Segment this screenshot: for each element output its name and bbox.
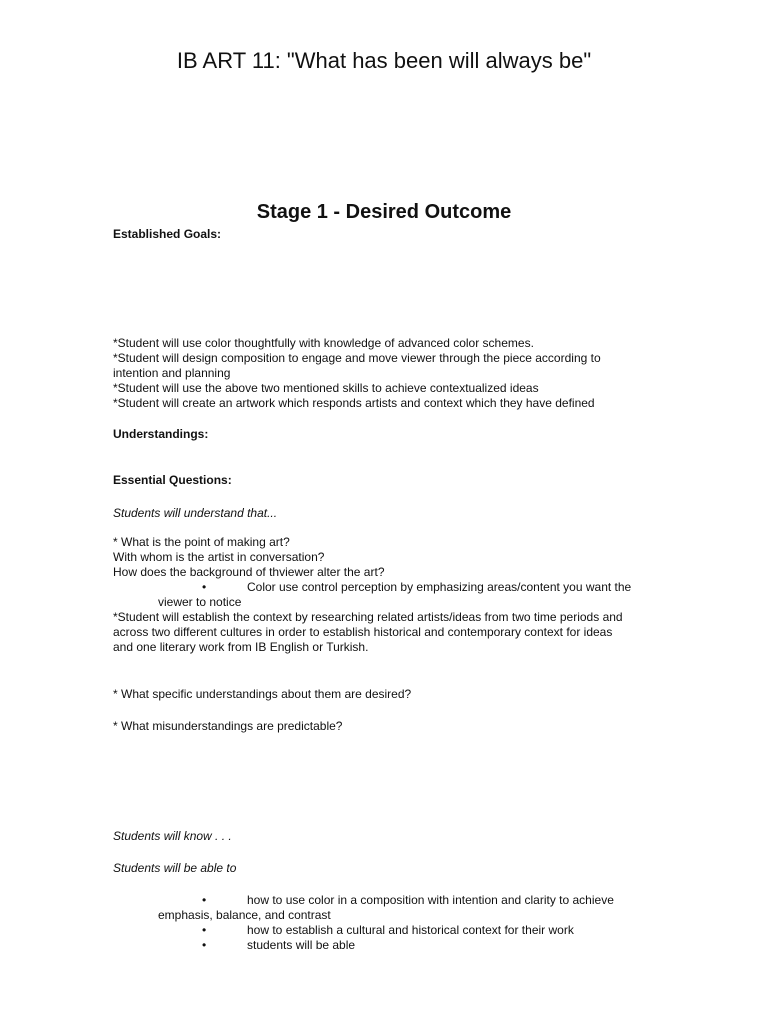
skill-item: how to use color in a composition with intention and clarity to achieve bbox=[247, 893, 614, 907]
context-line: across two different cultures in order to establish historical and contemporary context for ideas bbox=[113, 625, 613, 639]
students-know-text: Students will know . . . bbox=[113, 829, 232, 843]
goal-line: *Student will create an artwork which responds artists and context which they have defined bbox=[113, 396, 595, 410]
goal-line: *Student will design composition to engage and move viewer through the piece according to bbox=[113, 351, 601, 365]
context-line: and one literary work from IB English or Turkish. bbox=[113, 640, 369, 654]
essential-questions-label: Essential Questions: bbox=[113, 473, 232, 487]
context-line: *Student will establish the context by researching related artists/ideas from two time periods and bbox=[113, 610, 623, 624]
understandings-label: Understandings: bbox=[113, 427, 209, 441]
stage-heading: Stage 1 - Desired Outcome bbox=[256, 201, 512, 223]
skill-item: how to establish a cultural and historical context for their work bbox=[247, 923, 574, 937]
color-bullet-text-continued: viewer to notice bbox=[158, 595, 242, 609]
bullet-icon: • bbox=[202, 893, 207, 907]
document-title: IB ART 11: "What has been will always be" bbox=[176, 48, 592, 73]
color-bullet-text: Color use control perception by emphasizing areas/content you want the bbox=[247, 580, 632, 594]
students-understand-text: Students will understand that... bbox=[113, 506, 278, 520]
question-line: How does the background of thviewer alter the art? bbox=[113, 565, 385, 579]
bullet-icon: • bbox=[202, 923, 207, 937]
students-able-text: Students will be able to bbox=[113, 861, 237, 875]
goal-line: intention and planning bbox=[113, 366, 231, 380]
goal-line: *Student will use the above two mentioned skills to achieve contextualized ideas bbox=[113, 381, 539, 395]
question-line: * What is the point of making art? bbox=[113, 535, 290, 549]
question-specific: * What specific understandings about them are desired? bbox=[113, 687, 412, 701]
established-goals-label: Established Goals: bbox=[113, 227, 222, 241]
question-misunderstandings: * What misunderstandings are predictable? bbox=[113, 719, 343, 733]
question-line: With whom is the artist in conversation? bbox=[113, 550, 325, 564]
skill-item-continued: emphasis, balance, and contrast bbox=[158, 908, 331, 922]
bullet-icon: • bbox=[202, 580, 207, 594]
skill-item: students will be able bbox=[247, 938, 356, 952]
goal-line: *Student will use color thoughtfully with knowledge of advanced color schemes. bbox=[113, 336, 534, 350]
bullet-icon: • bbox=[202, 938, 207, 952]
